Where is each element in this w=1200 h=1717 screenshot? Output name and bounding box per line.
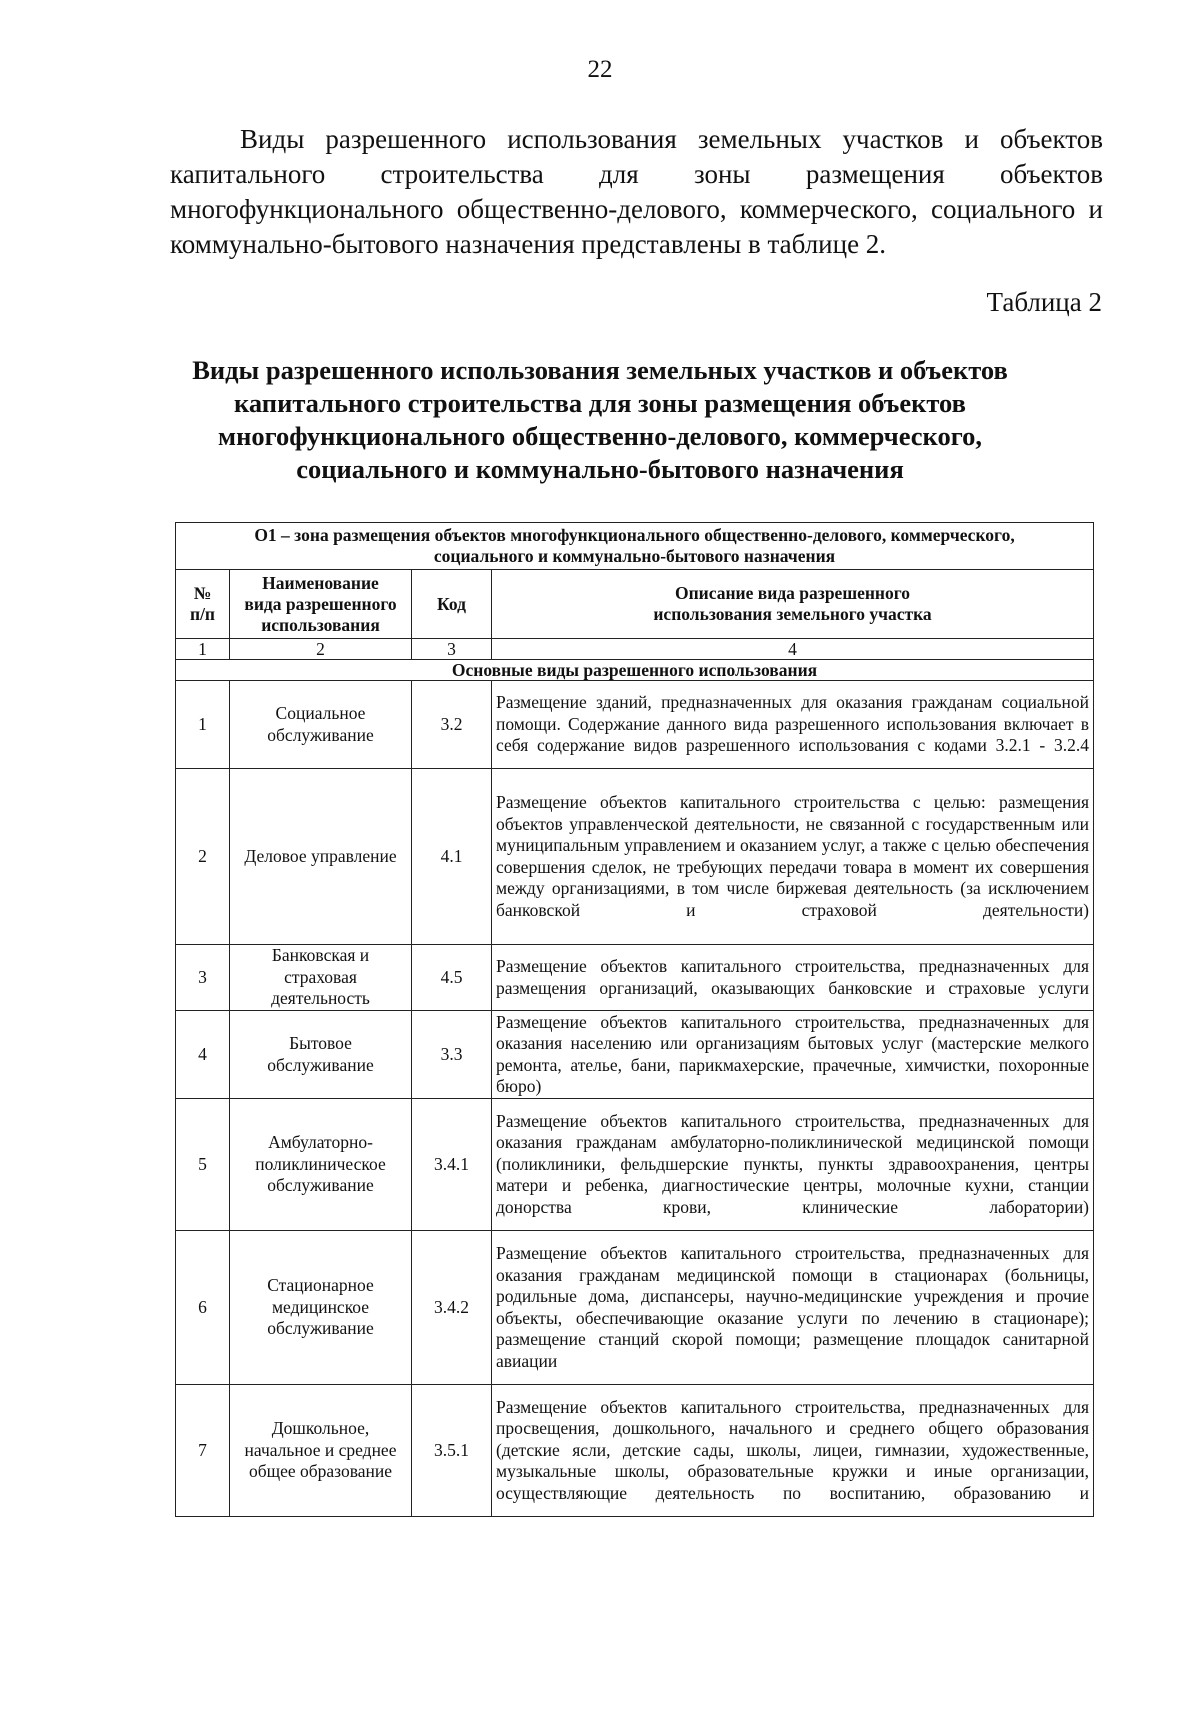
zone-title-line: социального и коммунально-бытового назначения — [433, 546, 836, 566]
column-index-row — [176, 639, 1094, 660]
row-name-line: обслуживание — [267, 724, 374, 745]
header-name-line: Наименование — [262, 572, 379, 593]
table-title-line: многофункционального общественно-делового, коммерческого, — [218, 421, 982, 451]
row-name-line: обслуживание — [267, 1054, 374, 1075]
table-row — [176, 1385, 1094, 1517]
table-row — [176, 1099, 1094, 1231]
intro-paragraph: Виды разрешенного использования земельных участков и объектов капитального строительства для зоны размещения объектов многофункционального общественно-делового, коммерческого, социального и коммунально-бытового назначения представлены в таблице 2. — [170, 124, 1103, 259]
row-name-line: медицинское — [271, 1296, 370, 1317]
row-number: 3 — [176, 945, 230, 1011]
row-name — [230, 1011, 412, 1099]
row-name — [230, 945, 412, 1011]
zone-table — [175, 522, 1094, 1517]
header-name — [230, 570, 412, 639]
row-number: 2 — [176, 769, 230, 945]
row-name-line: начальное и среднее — [244, 1439, 397, 1460]
row-code: 4.1 — [412, 769, 492, 945]
header-desc-line: использования земельного участка — [653, 604, 932, 624]
table-body — [176, 681, 1094, 1517]
row-name — [230, 1231, 412, 1385]
row-description: Размещение зданий, предназначенных для оказания гражданам социальной помощи. Содержание данного вида разрешенного использования включает в себя содержание видов разрешенного использования с кодами 3.2.1 - 3.2.4 — [492, 681, 1094, 769]
table-title-line: Виды разрешенного использования земельных участков и объектов — [192, 355, 1008, 385]
table-row — [176, 1231, 1094, 1385]
row-description: Размещение объектов капитального строительства, предназначенных для размещения организаций, оказывающих банковские и страховые услуги — [492, 945, 1094, 1011]
row-name-line: Банковская и — [271, 945, 370, 966]
header-name-line: использования — [261, 614, 380, 635]
header-name-line: вида разрешенного — [244, 593, 397, 614]
row-name-line: деятельность — [271, 988, 370, 1009]
row-name-line: обслуживание — [267, 1318, 374, 1339]
page-number: 22 — [587, 56, 613, 83]
row-name-line: Амбулаторно- — [268, 1132, 373, 1153]
row-code: 3.5.1 — [412, 1385, 492, 1517]
row-description: Размещение объектов капитального строительства, предназначенных для просвещения, дошкольного, начального и среднего общего образования (детские ясли, детские сады, школы, лицеи, гимназии, художественные, музыкальные школы, образовательные кружки и иные организации, осуществляющие деятельность по воспитанию, образованию и — [492, 1385, 1094, 1517]
header-code-line: Код — [437, 593, 466, 614]
table-row — [176, 1011, 1094, 1099]
table-row — [176, 945, 1094, 1011]
row-name — [230, 1099, 412, 1231]
table-row — [176, 681, 1094, 769]
column-index: 3 — [412, 639, 492, 660]
header-desc-line: Описание вида разрешенного — [674, 583, 911, 603]
header-num-line: п/п — [189, 604, 216, 624]
table-title-line: капитального строительства для зоны размещения объектов — [234, 388, 966, 418]
row-description: Размещение объектов капитального строительства, предназначенных для оказания населению или организациям бытовых услуг (мастерские мелкого ремонта, ателье, бани, парикмахерские, прачечные, химчистки, похоронные бюро) — [492, 1011, 1094, 1099]
zone-title-line: О1 – зона размещения объектов многофункционального общественно-делового, коммерческого, — [254, 525, 1015, 545]
row-description: Размещение объектов капитального строительства, предназначенных для оказания гражданам медицинской помощи в стационарах (больницы, родильные дома, диспансеры, научно-медицинские учреждения и прочие объекты, обеспечивающие оказание услуги по лечению в стационаре); размещение станций скорой помощи; размещение площадок санитарной авиации — [492, 1231, 1094, 1385]
header-desc — [492, 570, 1094, 639]
row-name-line: Социальное — [275, 703, 366, 723]
header-code — [412, 570, 492, 639]
row-name-line: обслуживание — [267, 1175, 374, 1196]
table-row — [176, 769, 1094, 945]
row-name-line: поликлиническое — [255, 1153, 386, 1174]
zone-title — [176, 523, 1094, 570]
column-index: 2 — [230, 639, 412, 660]
table-title-line: социального и коммунально-бытового назначения — [296, 454, 904, 484]
row-name-line: Деловое управление — [244, 845, 397, 866]
row-number: 5 — [176, 1099, 230, 1231]
header-num — [176, 570, 230, 639]
table-title — [150, 354, 1050, 486]
row-code: 3.4.1 — [412, 1099, 492, 1231]
row-code: 3.3 — [412, 1011, 492, 1099]
header-num-line: № — [193, 583, 212, 603]
table-caption: Таблица 2 — [986, 287, 1102, 317]
row-code: 3.4.2 — [412, 1231, 492, 1385]
row-description: Размещение объектов капитального строительства, предназначенных для оказания гражданам амбулаторно-поликлинической медицинской помощи (поликлиники, фельдшерские пункты, пункты здравоохранения, центры матери и ребенка, диагностические центры, молочные кухни, станции донорства крови, клинические лаборатории) — [492, 1099, 1094, 1231]
row-number: 7 — [176, 1385, 230, 1517]
section-heading: Основные виды разрешенного использования — [176, 660, 1094, 681]
row-name — [230, 1385, 412, 1517]
row-name — [230, 681, 412, 769]
row-name-line: Бытовое — [289, 1033, 352, 1053]
row-name-line: общее образование — [248, 1461, 393, 1482]
row-number: 1 — [176, 681, 230, 769]
row-number: 4 — [176, 1011, 230, 1099]
row-description: Размещение объектов капитального строительства с целью: размещения объектов управленческой деятельности, не связанной с государственным или муниципальным управлением и оказанием услуг, а также с целью обеспечения совершения сделок, не требующих передачи товара в момент их совершения между организациями, в том числе биржевая деятельность (за исключением банковской и страховой деятельности) — [492, 769, 1094, 945]
column-index: 4 — [492, 639, 1094, 660]
row-name-line: Стационарное — [267, 1275, 374, 1296]
row-name-line: страховая — [284, 966, 357, 987]
column-index: 1 — [176, 639, 230, 660]
row-code: 4.5 — [412, 945, 492, 1011]
row-code: 3.2 — [412, 681, 492, 769]
row-name-line: Дошкольное, — [271, 1418, 370, 1439]
row-number: 6 — [176, 1231, 230, 1385]
row-name — [230, 769, 412, 945]
